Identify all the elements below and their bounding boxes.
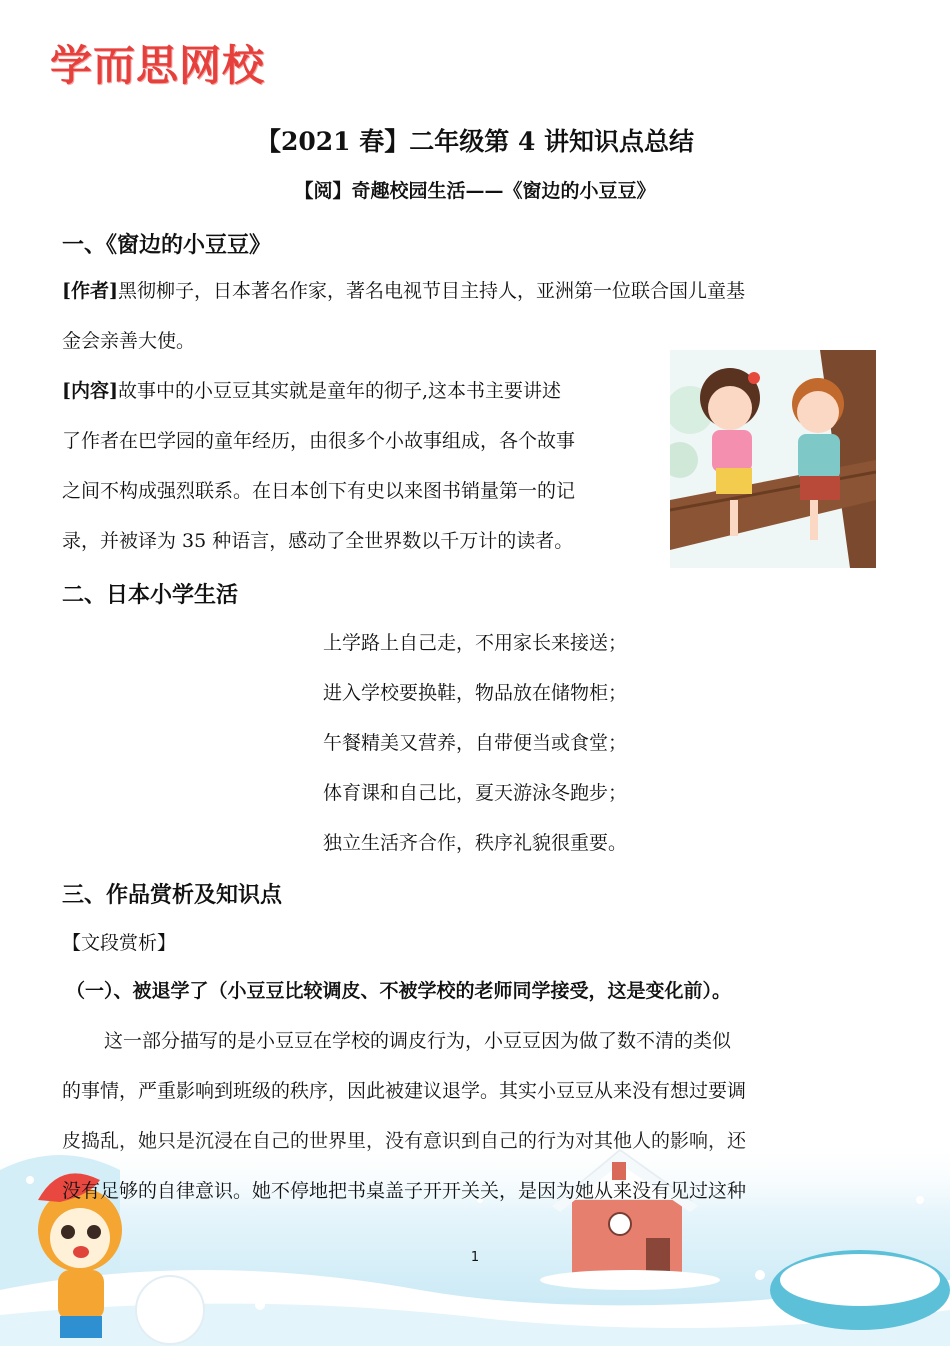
- poem-line-2: 进入学校要换鞋，物品放在储物柜；: [322, 682, 627, 704]
- poem-line-4: 体育课和自己比，夏天游泳冬跑步；: [322, 782, 627, 804]
- para-line-4: 没有足够的自律意识。她不停地把书桌盖子开开关关，是因为她从来没有见过这种: [62, 1180, 747, 1202]
- content-line-1: [62, 376, 561, 406]
- children-on-branch-illustration: [670, 350, 876, 568]
- content-text-1: 故事中的小豆豆其实就是童年的彻子,这本书主要讲述: [117, 380, 562, 402]
- page-title: 【2021 春】二年级第 4 讲知识点总结: [255, 127, 695, 156]
- author-tag: [作者]: [62, 280, 118, 302]
- para-line-1: 这一部分描写的是小豆豆在学校的调皮行为，小豆豆因为做了数不清的类似: [104, 1030, 732, 1052]
- poem-line-3: 午餐精美又营养，自带便当或食堂；: [322, 732, 627, 754]
- content-line-4: 录，并被译为 35 种语言，感动了全世界数以千万计的读者。: [62, 530, 574, 552]
- author-line-1: [62, 276, 745, 306]
- poem-line-1: 上学路上自己走，不用家长来接送；: [322, 632, 627, 654]
- sub-heading: （一）、被退学了（小豆豆比较调皮、不被学校的老师同学接受，这是变化前）。: [66, 980, 732, 1002]
- brand-logo: 学而思网校: [50, 41, 266, 90]
- winter-scene-footer: [0, 1140, 950, 1346]
- section-heading-1: 一、《窗边的小豆豆》: [62, 232, 272, 258]
- page-subtitle: 【阅】奇趣校园生活——《窗边的小豆豆》: [294, 180, 656, 202]
- section-heading-3: 三、作品赏析及知识点: [62, 882, 283, 908]
- author-line-2: 金会亲善大使。: [62, 330, 196, 352]
- author-text-1: 黑彻柳子，日本著名作家，著名电视节目主持人，亚洲第一位联合国儿童基: [117, 280, 745, 302]
- section-label: 【文段赏析】: [62, 932, 177, 954]
- content-line-3: 之间不构成强烈联系。在日本创下有史以来图书销量第一的记: [62, 480, 576, 502]
- content-tag: [内容]: [62, 380, 118, 402]
- page-number: 1: [470, 1250, 480, 1265]
- section-heading-2: 二、日本小学生活: [62, 582, 239, 608]
- poem-line-5: 独立生活齐合作，秩序礼貌很重要。: [322, 832, 627, 854]
- content-line-2: 了作者在巴学园的童年经历，由很多个小故事组成，各个故事: [62, 430, 576, 452]
- para-line-2: 的事情，严重影响到班级的秩序，因此被建议退学。其实小豆豆从来没有想过要调: [62, 1080, 747, 1102]
